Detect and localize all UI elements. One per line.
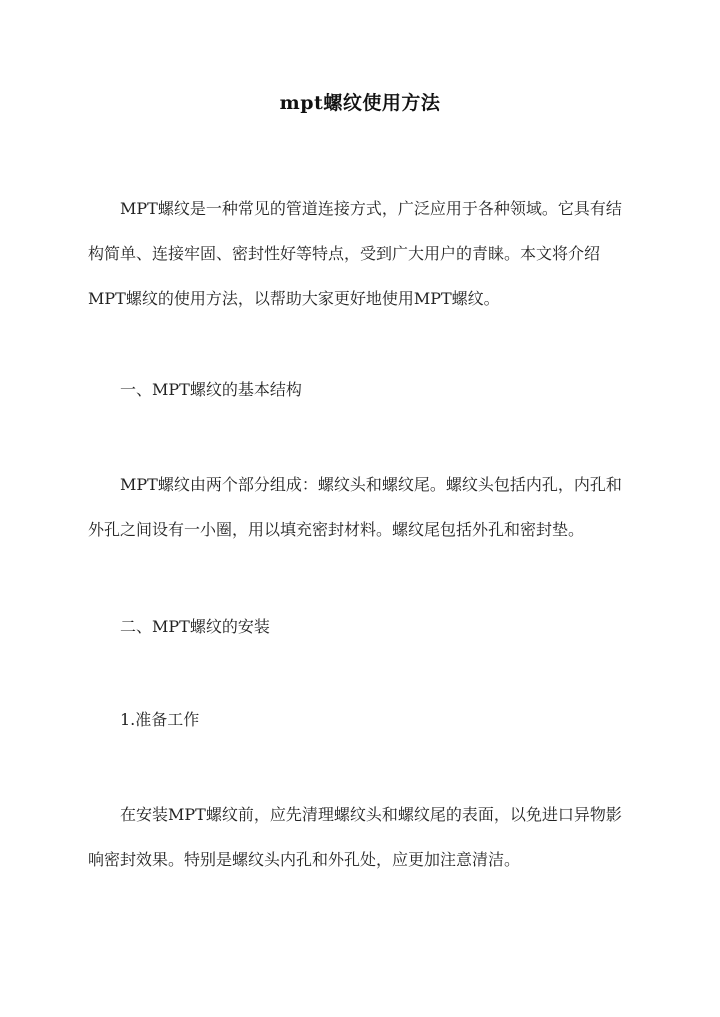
intro-paragraph: MPT螺纹是一种常见的管道连接方式，广泛应用于各种领域。它具有结构简单、连接牢固、密封性好等特点，受到广大用户的青睐。本文将介绍MPT螺纹的使用方法，以帮助大家更好地使用MPT螺纹。 xyxy=(88,199,622,308)
step-heading-preparation: 1.准备工作 xyxy=(120,710,200,729)
page-title: mpt螺纹使用方法 xyxy=(279,92,441,114)
structure-paragraph: MPT螺纹由两个部分组成：螺纹头和螺纹尾。螺纹头包括内孔，内孔和外孔之间设有一小圈，用以填充密封材料。螺纹尾包括外孔和密封垫。 xyxy=(88,475,622,539)
section-heading-structure: 一、MPT螺纹的基本结构 xyxy=(120,380,302,399)
section-heading-installation: 二、MPT螺纹的安装 xyxy=(120,617,270,636)
preparation-paragraph: 在安装MPT螺纹前，应先清理螺纹头和螺纹尾的表面，以免进口异物影响密封效果。特别是螺纹头内孔和外孔处，应更加注意清洁。 xyxy=(88,805,622,869)
